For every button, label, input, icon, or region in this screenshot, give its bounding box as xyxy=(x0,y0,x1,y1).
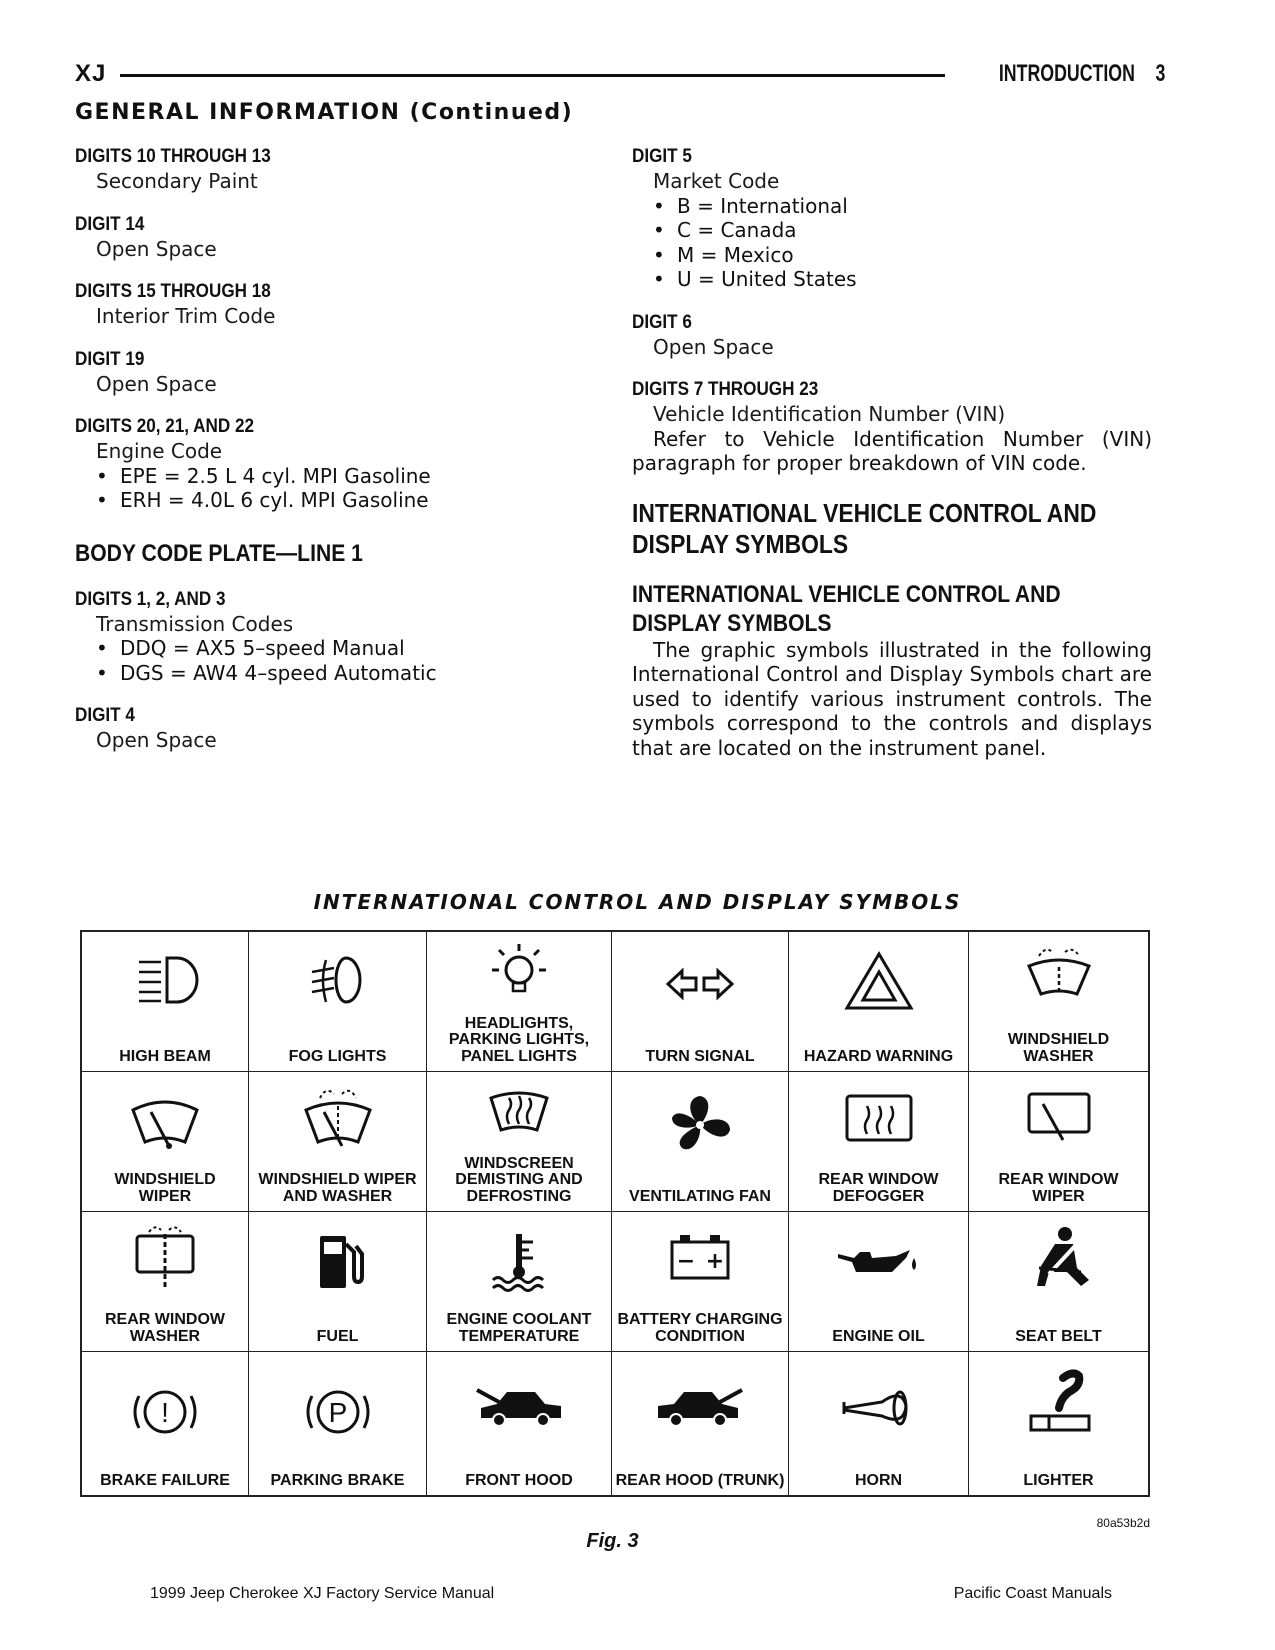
symbol-cell xyxy=(789,1352,969,1495)
digit-text: Engine Code xyxy=(96,439,223,463)
symbol-label: BRAKE FAILURE xyxy=(100,1471,230,1489)
symbol-label: HAZARD WARNING xyxy=(803,1047,954,1065)
symbol-cell xyxy=(969,932,1148,1072)
brake-failure-icon xyxy=(125,1380,205,1444)
list-item: • C = Canada xyxy=(653,218,1152,243)
digit-text: Open Space xyxy=(653,334,774,359)
digit-heading: DIGITS 7 THROUGH 23 xyxy=(632,379,819,400)
rear-wiper-icon xyxy=(1019,1090,1099,1150)
battery-minus-sign: − xyxy=(676,1249,696,1274)
digit-text: Transmission Codes xyxy=(96,611,294,636)
digit-heading: DIGITS 20, 21, AND 22 xyxy=(75,416,254,437)
engine-code-list xyxy=(75,464,545,513)
symbol-label: HIGH BEAM xyxy=(119,1047,211,1065)
digit-text: Market Code xyxy=(653,169,780,193)
section-name: INTRODUCTION xyxy=(998,60,1135,87)
body-code-plate-heading: BODY CODE PLATE—LINE 1 xyxy=(75,539,363,567)
wiper-washer-icon xyxy=(298,1084,378,1154)
symbol-cell xyxy=(612,1072,789,1212)
digit-heading: DIGIT 14 xyxy=(75,213,145,235)
symbol-label: FRONT HOOD xyxy=(465,1471,573,1489)
symbol-label: ENGINE OIL xyxy=(832,1327,925,1345)
symbol-cell xyxy=(249,1352,427,1495)
header-right xyxy=(946,60,1165,88)
list-item: • DDQ = AX5 5–speed Manual xyxy=(96,636,545,661)
page-number: 3 xyxy=(1155,60,1165,87)
lighter-icon xyxy=(1019,1368,1099,1438)
digit-block xyxy=(632,378,1152,476)
symbol-cell xyxy=(427,1072,612,1212)
seat-belt-icon xyxy=(1019,1224,1099,1294)
parking-brake-icon xyxy=(298,1380,378,1444)
digit-block xyxy=(75,145,545,194)
symbol-cell xyxy=(82,1352,249,1495)
footer-right: Pacific Coast Manuals xyxy=(953,1585,1112,1602)
digit-text: Open Space xyxy=(96,728,217,752)
symbol-label: REAR HOOD (TRUNK) xyxy=(615,1471,785,1489)
list-item: • B = International xyxy=(653,194,1152,219)
symbol-cell xyxy=(969,1352,1148,1495)
digit-text: Secondary Paint xyxy=(96,169,258,193)
digit-heading: DIGITS 1, 2, AND 3 xyxy=(75,588,226,610)
digit-heading: DIGIT 19 xyxy=(75,348,145,370)
symbol-label: FUEL xyxy=(316,1327,359,1345)
digit-text: Open Space xyxy=(96,236,217,261)
horn-icon xyxy=(834,1378,924,1438)
rear-hood-icon xyxy=(650,1374,750,1434)
symbol-label: WINDSHIELD WIPER AND WASHER xyxy=(258,1171,417,1205)
list-item: • M = Mexico xyxy=(653,243,1152,268)
brake-exclamation: ! xyxy=(161,1397,169,1428)
section-title: GENERAL INFORMATION (Continued) xyxy=(75,100,574,125)
chart-title: INTERNATIONAL CONTROL AND DISPLAY SYMBOLS xyxy=(313,890,962,914)
engine-oil-icon xyxy=(834,1236,924,1296)
windshield-wiper-icon xyxy=(125,1090,205,1154)
digit-block xyxy=(75,588,545,686)
digit-heading: DIGIT 6 xyxy=(632,311,692,333)
list-item: • ERH = 4.0L 6 cyl. MPI Gasoline xyxy=(96,488,545,513)
symbol-label: HEADLIGHTS, PARKING LIGHTS, PANEL LIGHTS xyxy=(448,1014,590,1065)
symbol-cell xyxy=(249,1072,427,1212)
digit-block xyxy=(75,704,545,753)
symbol-label: REAR WINDOW WASHER xyxy=(105,1311,225,1345)
list-item: • U = United States xyxy=(653,267,1152,292)
digit-text: Interior Trim Code xyxy=(96,304,276,328)
turn-signal-icon xyxy=(660,954,740,1014)
header-rule xyxy=(120,74,945,77)
symbol-label: WINDSHIELD WASHER xyxy=(1007,1031,1110,1065)
symbol-cell xyxy=(969,1212,1148,1352)
digit-block xyxy=(632,145,1152,292)
symbol-cell xyxy=(427,1212,612,1352)
symbol-cell xyxy=(82,1072,249,1212)
symbol-cell xyxy=(427,1352,612,1495)
footer-left: 1999 Jeep Cherokee XJ Factory Service Manual xyxy=(150,1585,495,1602)
symbol-table xyxy=(80,930,1150,1497)
list-item: • DGS = AW4 4–speed Automatic xyxy=(96,661,545,686)
fan-icon xyxy=(660,1090,740,1160)
digit-text: Open Space xyxy=(96,371,217,396)
symbol-label: FOG LIGHTS xyxy=(288,1047,387,1065)
symbol-label: REAR WINDOW DEFOGGER xyxy=(818,1171,939,1205)
headlights-icon xyxy=(479,942,559,1002)
symbol-cell xyxy=(249,932,427,1072)
symbol-label: REAR WINDOW WIPER xyxy=(998,1171,1119,1205)
symbol-label: PARKING BRAKE xyxy=(270,1471,405,1489)
symbol-label: WINDSHIELD WIPER xyxy=(114,1171,216,1205)
left-column xyxy=(75,145,545,772)
model-code: XJ xyxy=(75,60,107,87)
defrost-icon xyxy=(479,1086,559,1142)
digit-block xyxy=(75,348,545,397)
hazard-warning-icon xyxy=(839,950,919,1014)
fuel-icon xyxy=(298,1230,378,1294)
digit-text: Refer to Vehicle Identification Number (VIN) paragraph for proper breakdown of VIN code. xyxy=(632,426,1152,475)
symbol-cell xyxy=(612,1352,789,1495)
digit-block xyxy=(75,213,545,262)
battery-icon xyxy=(660,1230,740,1290)
digit-heading: DIGITS 10 THROUGH 13 xyxy=(75,146,271,167)
battery-plus-sign: + xyxy=(705,1249,725,1274)
front-hood-icon xyxy=(469,1374,569,1434)
symbol-cell xyxy=(82,1212,249,1352)
symbols-subheading: INTERNATIONAL VEHICLE CONTROL AND DISPLAY SYMBOLS xyxy=(632,580,1061,637)
symbols-heading: INTERNATIONAL VEHICLE CONTROL AND DISPLAY SYMBOLS xyxy=(632,497,1097,559)
high-beam-icon xyxy=(125,950,205,1010)
digit-text: Vehicle Identification Number (VIN) xyxy=(653,402,1006,426)
rear-defogger-icon xyxy=(839,1090,919,1150)
symbol-label: ENGINE COOLANT TEMPERATURE xyxy=(446,1311,592,1345)
symbol-cell xyxy=(789,1072,969,1212)
fog-lights-icon xyxy=(298,950,378,1010)
market-code-list xyxy=(632,194,1152,292)
symbol-cell xyxy=(612,932,789,1072)
symbol-cell xyxy=(82,932,249,1072)
coolant-temp-icon xyxy=(479,1230,559,1294)
parking-p: P xyxy=(328,1397,347,1428)
symbol-label: TURN SIGNAL xyxy=(645,1047,755,1065)
symbol-label: LIGHTER xyxy=(1023,1471,1094,1489)
digit-heading: DIGIT 5 xyxy=(632,146,692,167)
transmission-code-list xyxy=(75,636,545,685)
rear-washer-icon xyxy=(125,1224,205,1294)
symbols-paragraph: The graphic symbols illustrated in the following International Control and Display Symbols chart are used to identify various instrument controls. The symbols correspond to the controls and displays that are located on the instrument panel. xyxy=(632,637,1152,760)
symbol-label: HORN xyxy=(854,1471,903,1489)
running-header xyxy=(75,58,1165,88)
digit-heading: DIGITS 15 THROUGH 18 xyxy=(75,281,271,302)
digit-block xyxy=(75,415,545,513)
symbol-cell xyxy=(969,1072,1148,1212)
symbol-label: SEAT BELT xyxy=(1015,1327,1102,1345)
figure-code: 80a53b2d xyxy=(1096,1516,1150,1530)
right-column xyxy=(632,145,1152,760)
symbol-cell xyxy=(249,1212,427,1352)
digit-heading: DIGIT 4 xyxy=(75,705,135,726)
symbol-label: VENTILATING FAN xyxy=(629,1187,771,1205)
digit-block xyxy=(75,280,545,329)
symbol-label: BATTERY CHARGING CONDITION xyxy=(617,1311,783,1345)
symbol-cell xyxy=(789,1212,969,1352)
symbol-cell xyxy=(427,932,612,1072)
windshield-washer-icon xyxy=(1019,944,1099,1008)
list-item: • EPE = 2.5 L 4 cyl. MPI Gasoline xyxy=(96,464,545,489)
symbol-cell xyxy=(612,1212,789,1352)
digit-block xyxy=(632,311,1152,360)
figure-caption: Fig. 3 xyxy=(586,1530,639,1552)
symbol-label: WINDSCREEN DEMISTING AND DEFROSTING xyxy=(455,1154,583,1205)
symbol-cell xyxy=(789,932,969,1072)
